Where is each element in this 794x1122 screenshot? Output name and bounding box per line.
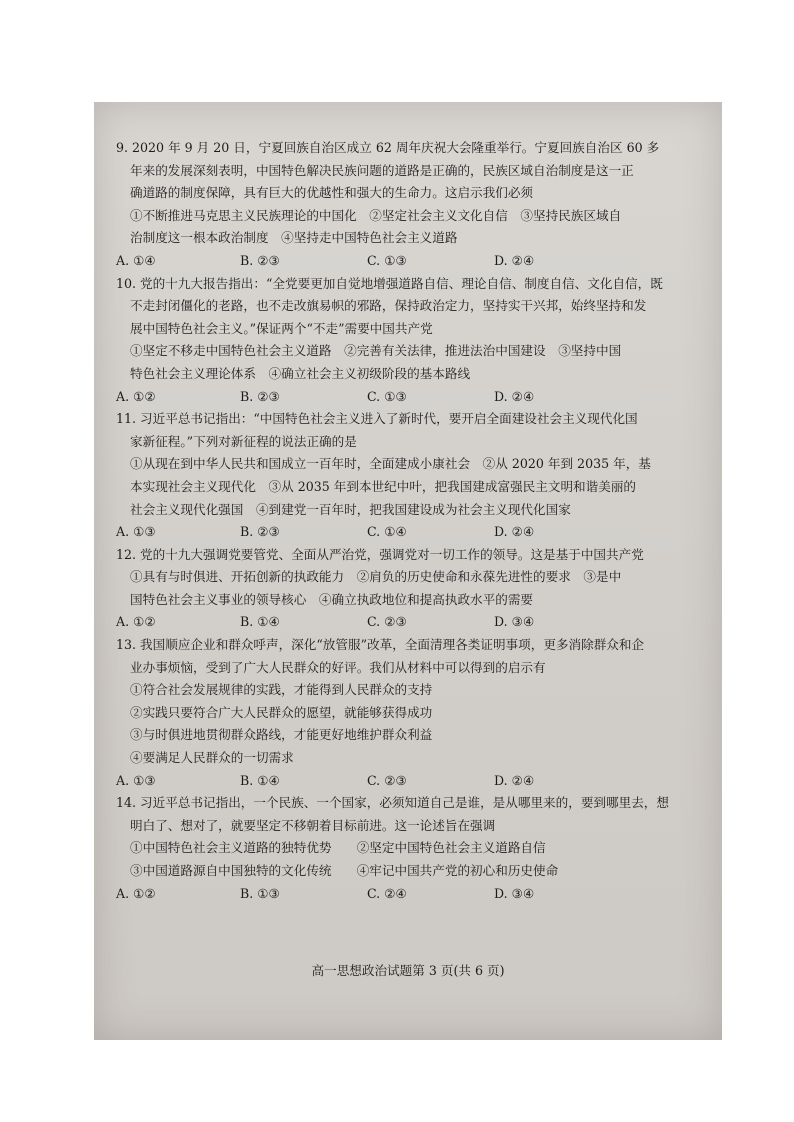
- question-13-statement-1: ①符合社会发展规律的实践，才能得到人民群众的支持: [130, 682, 433, 698]
- question-9-statement-line-2: 治制度这一根本政治制度 ④坚持走中国特色社会主义道路: [130, 230, 458, 246]
- question-9-statement-line-1: ①不断推进马克思主义民族理论的中国化 ②坚定社会主义文化自信 ③坚持民族区域自: [130, 207, 622, 223]
- option-c: C. ②④: [367, 885, 407, 901]
- question-10-options: [116, 386, 704, 409]
- question-list: [116, 137, 704, 905]
- page-footer: 高一思想政治试题第 3 页(共 6 页): [311, 963, 505, 978]
- question-14-stem-line-2: 明白了、想对了，就要坚定不移朝着目标前进。这一论述旨在强调: [130, 817, 496, 833]
- option-a: A. ①③: [116, 524, 156, 540]
- scanned-page-photo: [94, 102, 722, 1040]
- option-d: D. ③④: [494, 614, 535, 630]
- question-13-stem-line-2: 业办事烦恼，受到了广大人民群众的好评。我们从材料中可以得到的启示有: [130, 659, 546, 675]
- question-10-stem-line-1: 10. 党的十九大报告指出：“全党要更加自觉地增强道路自信、理论自信、制度自信、文化自信，既: [116, 275, 663, 291]
- option-b: B. ①④: [240, 772, 280, 788]
- question-10-statement-line-1: ①坚定不移走中国特色社会主义道路 ②完善有关法律，推进法治中国建设 ③坚持中国: [130, 343, 622, 359]
- question-11-statement-line-2: 本实现社会主义现代化 ③从 2035 年到本世纪中叶，把我国建成富强民主文明和谐美丽的: [130, 478, 637, 494]
- question-12-options: [116, 611, 704, 634]
- option-a: A. ①②: [116, 885, 156, 901]
- option-c: C. ①④: [367, 524, 407, 540]
- option-d: D. ③④: [494, 885, 535, 901]
- option-a: A. ①②: [116, 614, 156, 630]
- question-14-stem-line-1: 14. 习近平总书记指出，一个民族、一个国家，必须知道自己是谁，是从哪里来的，要到哪里去，想: [116, 795, 669, 811]
- question-13-stem-line-1: 13. 我国顺应企业和群众呼声，深化“放管服”改革，全面清理各类证明事项，更多消除群众和企: [116, 637, 645, 653]
- option-a: A. ①②: [116, 388, 156, 404]
- question-13: [116, 634, 704, 792]
- question-10-stem-line-3: 展中国特色社会主义。”保证两个“不走”需要中国共产党: [130, 320, 433, 336]
- question-14-statement-line-1: ①中国特色社会主义道路的独特优势 ②坚定中国特色社会主义道路自信: [130, 840, 546, 856]
- question-10: [116, 273, 704, 409]
- question-14-options: [116, 883, 704, 906]
- question-9-stem-line-1: 9. 2020 年 9 月 20 日，宁夏回族自治区成立 62 周年庆祝大会隆重举行。宁夏回族自治区 60 多: [116, 140, 660, 155]
- option-d: D. ②④: [494, 772, 535, 788]
- option-b: B. ①③: [240, 885, 280, 901]
- question-14-statement-line-2: ③中国道路源自中国独特的文化传统 ④牢记中国共产党的初心和历史使命: [130, 863, 559, 878]
- option-b: B. ②③: [240, 252, 280, 268]
- question-9-options: [116, 250, 704, 273]
- option-b: B. ②③: [240, 388, 280, 404]
- question-12-statement-line-1: ①具有与时俱进、开拓创新的执政能力 ②肩负的历史使命和永葆先进性的要求 ③是中: [130, 569, 622, 585]
- question-9: [116, 137, 704, 273]
- option-d: D. ②④: [494, 252, 535, 268]
- question-14: [116, 792, 704, 905]
- option-c: C. ①③: [367, 388, 407, 404]
- question-9-stem-line-2: 年来的发展深刻表明，中国特色解决民族问题的道路是正确的，民族区域自治制度是这一正: [130, 162, 634, 178]
- option-c: C. ①③: [367, 252, 407, 268]
- option-b: B. ①④: [240, 614, 280, 630]
- option-a: A. ①③: [116, 772, 156, 788]
- question-10-stem-line-2: 不走封闭僵化的老路，也不走改旗易帜的邪路，保持政治定力，坚持实干兴邦，始终坚持和发: [130, 298, 647, 314]
- question-12: [116, 544, 704, 634]
- question-11-statement-line-1: ①从现在到中华人民共和国成立一百年时，全面建成小康社会 ②从 2020 年到 2035 年，基: [130, 456, 651, 472]
- option-d: D. ②④: [494, 388, 535, 404]
- question-12-statement-line-2: 国特色社会主义事业的领导核心 ④确立执政地位和提高执政水平的需要: [130, 591, 533, 607]
- option-c: C. ②③: [367, 772, 407, 788]
- question-11-stem-line-2: 家新征程。”下列对新征程的说法正确的是: [130, 433, 357, 449]
- question-11-statement-line-3: 社会主义现代化强国 ④到建党一百年时，把我国建设成为社会主义现代化国家: [130, 501, 571, 517]
- question-13-statement-2: ②实践只要符合广大人民群众的愿望，就能够获得成功: [130, 704, 433, 720]
- question-9-stem-line-3: 确道路的制度保障，具有巨大的优越性和强大的生命力。这启示我们必须: [130, 185, 533, 201]
- question-12-stem-line-1: 12. 党的十九大强调党要管党、全面从严治党，强调党对一切工作的领导。这是基于中国共产党: [116, 546, 644, 562]
- question-13-statement-3: ③与时俱进地贯彻群众路线，才能更好地维护群众利益: [130, 727, 433, 743]
- question-13-statement-4: ④要满足人民群众的一切需求: [130, 750, 294, 766]
- question-11: [116, 408, 704, 544]
- option-b: B. ②③: [240, 524, 280, 540]
- question-11-stem-line-1: 11. 习近平总书记指出：“中国特色社会主义进入了新时代，要开启全面建设社会主义现代化国: [116, 411, 638, 427]
- option-d: D. ②④: [494, 524, 535, 540]
- question-11-options: [116, 521, 704, 544]
- option-c: C. ②③: [367, 614, 407, 630]
- option-a: A. ①④: [116, 252, 156, 268]
- question-13-options: [116, 770, 704, 793]
- question-10-statement-line-2: 特色社会主义理论体系 ④确立社会主义初级阶段的基本路线: [130, 365, 471, 381]
